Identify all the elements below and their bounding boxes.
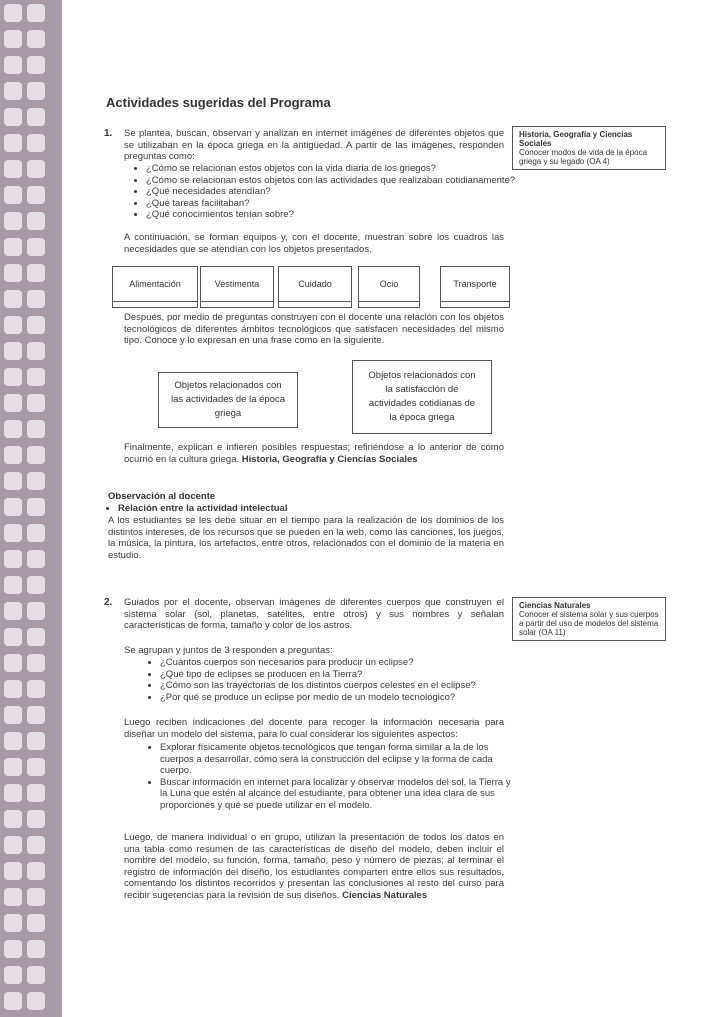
activity-2-para3-text: Luego, de manera individual o en grupo, utilizan la presentación de todos los datos en una tabla como resumen de las características de diseño del modelo, deben incluir el nombre del modelo, su función, forma, tamaño, peso y número de piezas; al terminar el registro de información del diseño, los estudiantes comparten entre ellos sus resultados, comentando los distintos recorridos y presentan las conclusiones al resto del curso para recibir sugerencias para la revisión de sus diseños. [124,832,504,901]
binder-square [27,680,45,698]
binder-square [27,290,45,308]
list-item: • ¿Cómo se relacionan estos objetos con las actividades que realizaban cotidianamente? [146,175,516,187]
binder-square [27,550,45,568]
list-item: • ¿Cómo se relacionan estos objetos con la vida diaria de los griegos? [146,163,516,175]
binder-square [4,30,22,48]
binder-square [4,238,22,256]
binder-square [27,758,45,776]
activity-1-para3-text: Finalmente, explican e infieren posibles respuestas; refiriéndose a lo anterior de cómo ocurrió en la cultura griega. [124,442,504,465]
binder-square [4,4,22,22]
binder-square [4,524,22,542]
sidebox-2-text: Conocer el sistema solar y sus cuerpos a partir del uso de modelos del sistema solar (OA 11) [519,610,659,637]
binder-square [4,758,22,776]
activity-1-after-questions: A continuación, se forman equipos y, con el docente, muestran sobre los cuadros las necesidades que se atendían con los objetos presentados. [124,232,504,255]
activity-2-sidebox [512,597,666,641]
list-item: • Explorar físicamente objetos tecnológicos que tengan forma similar a la de los cuerpos a desarrollar, cómo será la construcción del eclipse y la forma de cada cuerpo. [160,742,516,777]
list-item: • ¿Cómo son las trayectorias de los distintos cuerpos celestes en el eclipse? [160,680,516,692]
teacher-note-bullet-list [104,503,498,515]
activity-2-question-intro: Se agrupan y juntos de 3 responden a preguntas: [124,645,333,656]
binder-square [4,420,22,438]
activity-1-para2: Después, por medio de preguntas construyen con el docente una relación con los objetos tecnológicos de diferentes ámbitos tecnológicos que satisfacen necesidades del mismo tipo. Conoce y lo expresan en una frase como en la siguiente. [124,312,504,346]
binder-square [4,160,22,178]
step-box-4: Ocio [358,266,420,302]
concept-right-line: actividades cotidianas de [368,398,476,409]
binder-square [4,394,22,412]
binder-square [27,628,45,646]
binder-square [27,420,45,438]
binder-square [27,992,45,1010]
activity-1-sidebox [512,126,666,170]
binder-edge [0,0,62,1017]
binder-square [4,602,22,620]
list-item: • ¿Cuántos cuerpos son necesarios para producir un eclipse? [160,657,516,669]
list-item: • ¿Qué conocimientos tenían sobre? [146,209,516,221]
binder-square [4,134,22,152]
list-item: • ¿Por qué se produce un eclipse por medio de un modelo tecnológico? [160,692,516,704]
binder-square [4,862,22,880]
binder-square [4,186,22,204]
activity-2-para3-subject: Ciencias Naturales [342,889,428,901]
list-item: • ¿Qué tareas facilitaban? [146,198,516,210]
concept-left-line: griega [214,408,242,419]
binder-square [4,888,22,906]
binder-square [4,966,22,984]
page-title: Actividades sugeridas del Programa [106,95,331,110]
activity-2-questions [146,657,516,703]
binder-square [4,836,22,854]
binder-square [27,602,45,620]
document-page [62,0,720,1017]
activity-1-intro: Se plantea, buscan, observan y analizan en internet imágenes de diferentes objetos que se utilizaban en la época griega en la antigüedad. A partir de las imágenes, responden preguntas como: [124,128,504,162]
binder-square [4,550,22,568]
binder-square [4,446,22,464]
binder-square [27,212,45,230]
activity-2-para2: Luego reciben indicaciones del docente para recoger la información necesaria para diseñar un modelo del sistema, para lo cual considerar los siguientes aspectos: [124,717,504,740]
binder-square [4,472,22,490]
binder-square [4,212,22,230]
list-item: • ¿Qué tipo de eclipses se producen en la Tierra? [160,669,516,681]
teacher-note-bullet: • Relación entre la actividad intelectual [118,503,498,515]
binder-square [4,498,22,516]
binder-square [27,238,45,256]
binder-square [4,654,22,672]
concept-left-line: Objetos relacionados con [174,380,282,391]
binder-square [27,446,45,464]
binder-square [27,810,45,828]
teacher-note-text: A los estudiantes se les debe situar en el tiempo para la realización de los dominios de los distintos intereses, de los recursos que se pueden en la web, como las canciones, los juegos, la música, la pintura, los artefactos, entre otros, relacionados con el dominio de la materia en estudio. [108,515,504,561]
binder-square [27,472,45,490]
binder-square [27,316,45,334]
step-box-2: Vestimenta [200,266,274,302]
binder-square [4,992,22,1010]
binder-square [27,732,45,750]
concept-left-line: las actividades de la época [170,394,286,405]
activity-2-intro: Guiados por el docente, observan imágenes de diferentes cuerpos que construyen el sistema solar (sol, planetas, satélites, entre otros) y sus nombres y señalan características de forma, tamaño y color de los astros. [124,597,504,631]
binder-square [4,784,22,802]
binder-square [27,966,45,984]
binder-square [4,628,22,646]
binder-square [27,342,45,360]
binder-square [27,186,45,204]
binder-square [27,394,45,412]
sidebox-1-title: Historia, Geografía y Ciencias Sociales [519,130,633,148]
binder-square [27,498,45,516]
binder-square [27,654,45,672]
binder-square [4,82,22,100]
binder-square [27,706,45,724]
binder-square [27,888,45,906]
binder-square [4,316,22,334]
binder-square [4,706,22,724]
activity-1-para3-subject: Historia, Geografía y Ciencias Sociales [241,453,418,465]
binder-square [4,914,22,932]
concept-right-line: Objetos relacionados con [368,370,476,381]
binder-square [4,576,22,594]
sidebox-1-text: Conocer modos de vida de la época griega y su legado (OA 4) [519,148,648,166]
binder-square [27,30,45,48]
concept-box-left [158,372,298,428]
concept-right-line: la satisfacción de [385,384,459,395]
binder-square [4,810,22,828]
binder-square [27,862,45,880]
binder-square [27,940,45,958]
list-item: • ¿Qué necesidades atendían? [146,186,516,198]
binder-square [4,368,22,386]
binder-square [27,56,45,74]
activity-2-number: 2. [104,597,113,608]
binder-square [27,4,45,22]
concept-box-right [352,360,492,434]
binder-square [4,108,22,126]
list-item: • Buscar información en internet para localizar y observar modelos del sol, la Tierra y la Luna que estén al alcance del estudiante, para obtener una idea clara de sus proporciones y qué se puede utilizar en el modelo. [160,777,516,812]
activity-1-para3 [124,442,504,465]
binder-square [27,524,45,542]
step-box-5: Transporte [440,266,510,302]
binder-square [4,342,22,360]
binder-square [4,264,22,282]
binder-square [27,82,45,100]
binder-square [27,160,45,178]
binder-square [27,108,45,126]
binder-square [27,836,45,854]
sidebox-2-title: Ciencias Naturales [519,601,591,610]
binder-square [4,732,22,750]
step-box-3: Cuidado [278,266,352,302]
step-box-1: Alimentación [112,266,198,302]
teacher-note-heading: Observación al docente [108,491,216,502]
concept-right-line: la época griega [389,412,455,423]
binder-square [27,368,45,386]
binder-square [27,576,45,594]
binder-square [27,914,45,932]
binder-square [4,940,22,958]
binder-square [4,290,22,308]
binder-square [27,264,45,282]
binder-square [27,134,45,152]
binder-square [4,680,22,698]
activity-1-number: 1. [104,128,113,139]
activity-2-bullets [146,742,516,811]
activity-2-para3 [124,832,504,901]
binder-square [4,56,22,74]
activity-1-questions [132,163,516,221]
binder-square [27,784,45,802]
